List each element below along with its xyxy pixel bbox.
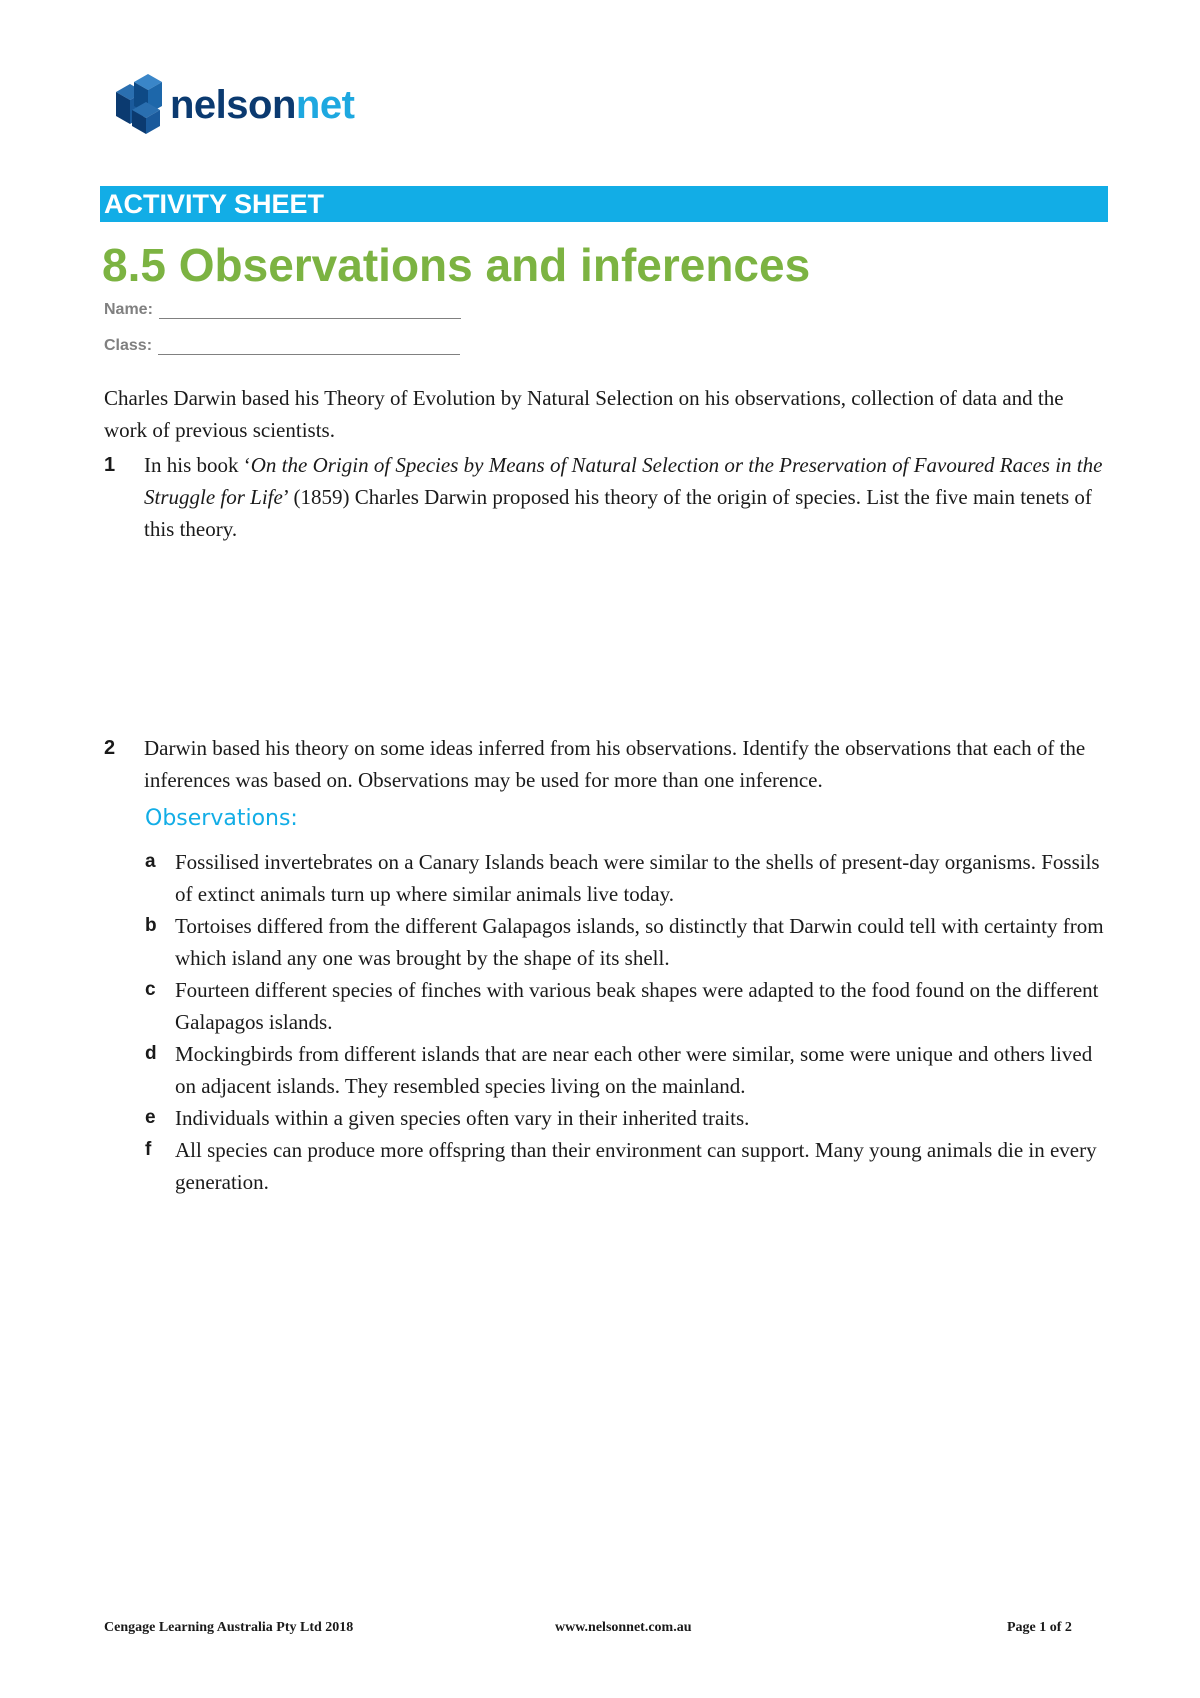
- class-label: Class:: [104, 337, 153, 354]
- name-input-line[interactable]: [159, 300, 461, 319]
- question-1-text-after: ’ (1859) Charles Darwin proposed his theory of the origin of species. List the five main tenets of this theory.: [144, 485, 1092, 541]
- name-field: [104, 300, 461, 319]
- question-number: 2: [104, 737, 116, 759]
- question-1-text: [144, 449, 1104, 545]
- observation-item: [145, 1038, 1105, 1102]
- observation-item: [145, 974, 1105, 1038]
- footer-copyright: Cengage Learning Australia Pty Ltd 2018: [104, 1620, 354, 1635]
- logo-wordmark-nelson: nelson: [170, 83, 296, 127]
- question-number: 1: [104, 454, 116, 476]
- observations-list: [145, 846, 1105, 1198]
- observation-text: Mockingbirds from different islands that are near each other were similar, some were unique and others lived on adjacent islands. They resembled species living on the mainland.: [175, 1042, 1093, 1098]
- name-label: Name:: [104, 301, 153, 318]
- footer-page-number: Page 1 of 2: [1007, 1620, 1072, 1635]
- nelsonnet-logo: [110, 74, 354, 136]
- observation-text: Fossilised invertebrates on a Canary Islands beach were similar to the shells of present-day organisms. Fossils of extinct animals turn up where similar animals live today.: [175, 850, 1100, 906]
- observation-letter: e: [145, 1107, 156, 1128]
- intro-paragraph: Charles Darwin based his Theory of Evolution by Natural Selection on his observations, collection of data and the work of previous scientists.: [104, 386, 1064, 442]
- observation-text: All species can produce more offspring than their environment can support. Many young animals die in every generation.: [175, 1138, 1097, 1194]
- observation-text: Individuals within a given species often vary in their inherited traits.: [175, 1106, 750, 1130]
- footer-website-link[interactable]: www.nelsonnet.com.au: [555, 1620, 692, 1635]
- banner-label: ACTIVITY SHEET: [104, 189, 325, 219]
- question-2-text: Darwin based his theory on some ideas inferred from his observations. Identify the observations that each of the inferences was based on. Observations may be used for more than one inference.: [144, 736, 1086, 792]
- logo-wordmark-net: net: [295, 83, 355, 127]
- book-title: On the Origin of Species by Means of Natural Selection or the Preservation of Favoured Races in the Struggle for Life: [144, 453, 1103, 509]
- class-input-line[interactable]: [158, 336, 460, 355]
- observations-heading: Observations:: [145, 806, 298, 831]
- question-2: [104, 732, 1104, 796]
- observation-letter: c: [145, 979, 156, 1000]
- page-title: 8.5 Observations and inferences: [102, 239, 811, 291]
- observation-letter: b: [145, 915, 157, 936]
- observation-text: Tortoises differed from the different Galapagos islands, so distinctly that Darwin could tell with certainty from which island any one was brought by the shape of its shell.: [175, 914, 1104, 970]
- question-1: [104, 449, 1104, 545]
- observation-letter: d: [145, 1043, 157, 1064]
- observation-text: Fourteen different species of finches with various beak shapes were adapted to the food found on the different Galapagos islands.: [175, 978, 1099, 1034]
- question-1-text-before: In his book ‘: [144, 453, 251, 477]
- observation-letter: a: [145, 851, 156, 872]
- observation-letter: f: [145, 1139, 152, 1160]
- activity-sheet-banner: [100, 186, 1108, 222]
- observation-item: [145, 846, 1105, 910]
- logo-wordmark: [170, 85, 354, 125]
- cube-logo-icon: [110, 74, 168, 136]
- observation-item: [145, 1134, 1105, 1198]
- observation-item: [145, 1102, 1105, 1134]
- observation-item: [145, 910, 1105, 974]
- class-field: [104, 336, 460, 355]
